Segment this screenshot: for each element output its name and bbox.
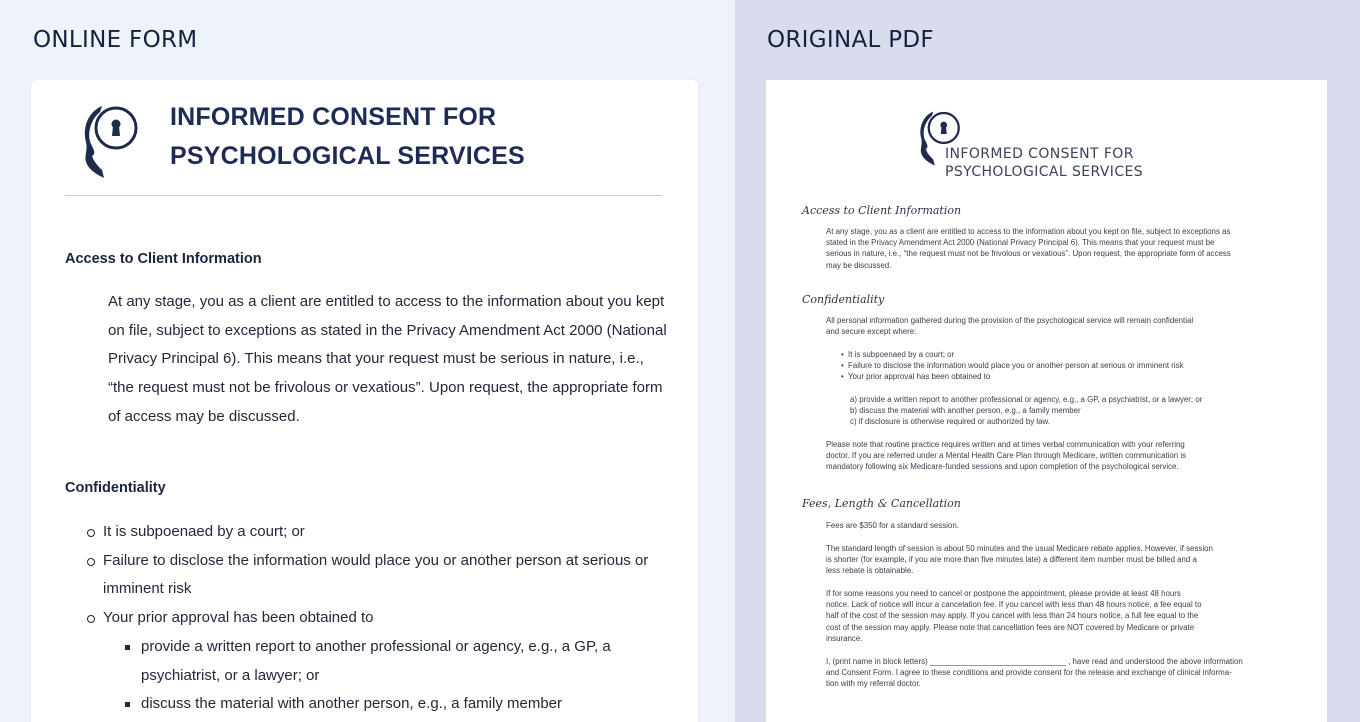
pdf-confidentiality-intro [826,315,1296,337]
list-item: b) discuss the material with another person, e.g., a family member [850,406,1081,416]
pdf-access-heading: Access to Client Information [802,204,962,217]
pdf-line: and Consent Form. I agree to these conditions and provide consent for the release and exchange of clinical informa- [826,668,1232,678]
list-item: provide a written report to another professional or agency, e.g., a GP, a psychiatrist, or a lawyer; or [141,633,673,690]
pdf-line: mandatory following six Medicare-funded sessions and upon completion of the psychological service. [826,462,1179,472]
pdf-access-paragraph [826,226,1296,271]
list-item: Failure to disclose the information would place you or another person at serious or imminent risk [103,547,673,604]
pdf-length-paragraph [826,543,1296,577]
confidentiality-list [103,518,673,719]
pdf-line: At any stage, you as a client are entitled to access to the information about you kept on file, subject to exceptions as [826,227,1231,236]
form-title-line-1: INFORMED CONSENT FOR [170,103,497,131]
pdf-line: All personal information gathered during the provision of the psychological service will remain confidential [826,316,1194,325]
pdf-line: serious in nature, i.e., “the request must not be frivolous or vexatious”. Upon request, the appropriate form of access [826,249,1231,259]
online-form-card [31,80,698,722]
online-form-heading: ONLINE FORM [33,27,198,53]
pdf-fees-line: Fees are $350 for a standard session. [826,521,959,530]
pdf-line: and secure except where: [826,327,917,337]
confidentiality-heading: Confidentiality [65,480,166,496]
pdf-line: tion with my referral doctor. [826,679,921,689]
list-item [103,604,673,719]
original-pdf-heading: ORIGINAL PDF [767,27,934,53]
pdf-line: stated in the Privacy Amendment Act 2000 (National Privacy Principal 6). This means that your request must be [826,238,1215,248]
list-item: discuss the material with another person, e.g., a family member [141,690,673,719]
list-item: a) provide a written report to another professional or agency, e.g., a GP, a psychiatrist, or a lawyer; or [850,395,1203,404]
form-title-line-2: PSYCHOLOGICAL SERVICES [170,142,525,170]
head-keyhole-icon [80,100,142,180]
list-item: • Failure to disclose the information would place you or another person at serious or imminent risk [841,360,1311,371]
pdf-title [945,146,1143,181]
list-item: • It is subpoenaed by a court; or [841,349,1311,360]
list-item: • Your prior approval has been obtained to [841,371,1311,382]
pdf-line: insurance. [826,633,863,643]
approval-sublist [141,633,673,719]
list-item: c) if disclosure is otherwise required or authorized by law. [850,417,1050,427]
pdf-confidentiality-heading: Confidentiality [802,293,885,306]
pdf-page [766,80,1327,722]
title-divider [65,195,662,196]
list-item: It is subpoenaed by a court; or [103,518,673,547]
pdf-line: doctor. If you are referred under a Mental Health Care Plan through Medicare, written communication is [826,451,1187,461]
pdf-fees-heading: Fees, Length & Cancellation [802,497,961,510]
pdf-title-line-1: INFORMED CONSENT FOR [945,146,1134,162]
original-pdf-pane [735,0,1360,722]
access-paragraph: At any stage, you as a client are entitled to access to the information about you kept on file, subject to exceptions as stated in the Privacy Amendment Act 2000 (National Privacy Principal 6). This means that your request must be serious in nature, i.e., “the request must not be frivolous or vexatious”. Upon request, the appropriate form of access may be discussed. [108,293,667,425]
pdf-line: cost of the session may apply. Please note that cancellation fees are NOT covered by Medicare or private [826,622,1195,632]
pdf-line: Please note that routine practice requires written and at times verbal communication with your referring [826,440,1185,449]
pdf-bullet-list [841,349,1311,383]
pdf-note-paragraph [826,439,1296,473]
pdf-line: The standard length of session is about 50 minutes and the usual Medicare rebate applies. However, if session [826,544,1213,553]
pdf-line: may be discussed. [826,260,892,270]
pdf-line: is shorter (for example, if you are more than five minutes late) a different item number must be billed and a [826,555,1197,565]
pdf-line: I, (print name in block letters) _______________________________ , have read and understood the above information [826,657,1243,666]
pdf-title-line-2: PSYCHOLOGICAL SERVICES [945,163,1144,180]
pdf-cancellation-paragraph [826,588,1296,644]
pdf-consent-paragraph [826,656,1296,690]
form-title [170,98,650,176]
pdf-lettered-list [850,394,1310,428]
access-heading: Access to Client Information [65,251,262,267]
list-item-label: Your prior approval has been obtained to [103,609,374,627]
pdf-line: half of the cost of the session may apply. If you cancel with less than 24 hours notice, a full fee equal to the [826,611,1199,621]
pdf-line: less rebate is obtainable. [826,566,914,576]
pdf-line: If for some reasons you need to cancel or postpone the appointment, please provide at least 48 hours [826,589,1181,598]
pdf-line: notice. Lack of notice will incur a cancelation fee. If you cancel with less than 48 hours notice, a fee equal to [826,600,1202,610]
